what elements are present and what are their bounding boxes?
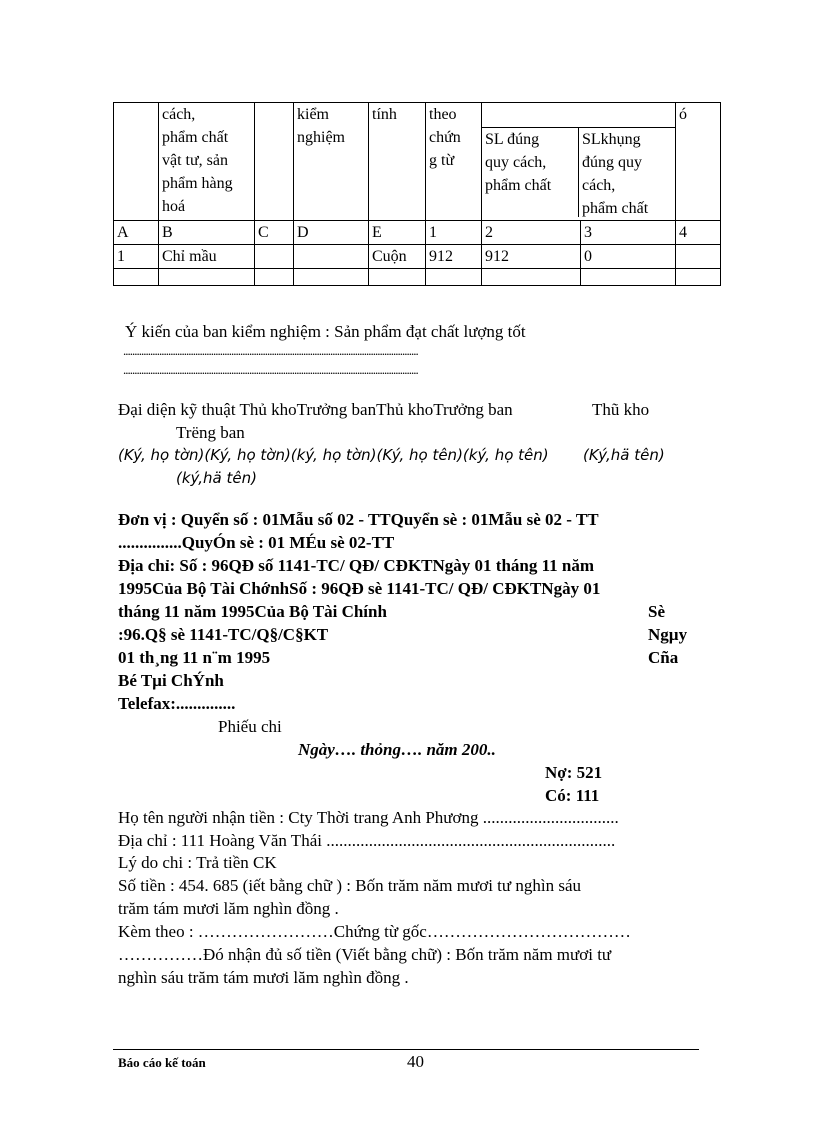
received-line: ……………Đó nhận đủ số tiền (Viết bằng chữ) : Bốn trăm năm mươi tư: [118, 945, 612, 964]
code-cell: E: [369, 221, 426, 245]
code-cell: 3: [581, 221, 676, 245]
table-cell: [482, 269, 581, 286]
amount-line: trăm tám mươi lăm nghìn đồng .: [118, 899, 339, 918]
dotted-line: ...................................................................................................................................: [123, 343, 418, 358]
signers-line: Đại diện kỹ thuật Thủ khoTrưởng banThủ khoTrưởng ban: [118, 400, 513, 419]
voucher-title: Phiếu chi: [218, 717, 282, 736]
reason-line: Lý do chi : Trả tiền CK: [118, 853, 277, 872]
header-cell: SLkhụng đúng quy cách, phẩm chất: [582, 131, 649, 217]
address-line: 01 th¸ng 11 n¨m 1995: [118, 648, 271, 667]
table-cell: [255, 269, 294, 286]
table-cell: [294, 269, 369, 286]
table-cell: 1: [114, 245, 159, 269]
received-line: nghìn sáu trăm tám mươi lăm nghìn đồng .: [118, 968, 409, 987]
header-cell: [255, 103, 294, 221]
table-cell: [426, 269, 482, 286]
header-cell: SL đúng quy cách, phẩm chất: [482, 128, 579, 217]
dotted-line: ...................................................................................................................................: [123, 362, 418, 377]
code-row: [114, 221, 721, 245]
footer-title: Báo cáo kế toán: [118, 1055, 206, 1070]
telefax-line: Telefax:..............: [118, 694, 236, 713]
table-cell: [676, 269, 721, 286]
code-cell: B: [159, 221, 255, 245]
signers-line-right: Thũ kho: [592, 400, 650, 419]
table-row: [114, 269, 721, 286]
address-line: :96.Q§ sè 1141-TC/Q§/C§KT: [118, 625, 329, 644]
signature-hint: (Ký,hä tên): [583, 446, 665, 464]
table-cell: [159, 269, 255, 286]
table-cell: Cuộn: [369, 245, 426, 269]
header-cell: kiểm nghiệm: [294, 103, 369, 221]
table-cell: 912: [482, 245, 581, 269]
code-cell: 2: [482, 221, 581, 245]
signature-hint: (Ký, họ tờn)(Ký, họ tờn)(ký, họ tờn)(Ký, họ tên)(ký, họ tên): [118, 446, 549, 464]
code-cell: A: [114, 221, 159, 245]
address-field: Địa chỉ : 111 Hoàng Văn Thái ....................................................................: [118, 831, 616, 850]
signature-hint: (ký,hä tên): [176, 469, 257, 487]
unit-line: ...............QuyÓn sè : 01 MÉu sè 02-TT: [118, 533, 395, 552]
header-cell-split: [482, 103, 676, 221]
signers-line: Trëng ban: [176, 423, 245, 442]
amount-line: Số tiền : 454. 685 (iết bằng chữ ) : Bốn trăm năm mươi tư nghìn sáu: [118, 876, 581, 895]
code-cell: D: [294, 221, 369, 245]
code-cell: 4: [676, 221, 721, 245]
debit-account: Nợ: 521: [545, 763, 603, 782]
inspection-opinion: Ý kiến của ban kiểm nghiệm : Sản phẩm đạt chất lượng tốt: [125, 322, 526, 341]
address-line: 1995Của Bộ Tài ChớnhSố : 96QĐ sè 1141-TC/ QĐ/ CĐKTNgày 01: [118, 579, 601, 598]
address-line-right: Sè: [648, 602, 665, 621]
table-cell: 912: [426, 245, 482, 269]
split-header-top: [482, 103, 675, 128]
credit-account: Có: 111: [545, 786, 600, 805]
address-line-right: Ngµy: [648, 625, 688, 644]
table-cell: [369, 269, 426, 286]
header-cell: theo chứn g từ: [426, 103, 482, 221]
table-cell: [255, 245, 294, 269]
voucher-date: Ngày…. thỏng…. năm 200..: [298, 740, 496, 759]
header-cell: ó: [676, 103, 721, 221]
receiver-line: Họ tên người nhận tiền : Cty Thời trang Anh Phương ................................: [118, 808, 619, 827]
page-number: 40: [407, 1052, 424, 1071]
footer-divider: [113, 1049, 699, 1050]
code-cell: 1: [426, 221, 482, 245]
split-header: [482, 128, 675, 220]
header-cell: tính: [369, 103, 426, 221]
table-cell: [581, 269, 676, 286]
table-cell: 0: [581, 245, 676, 269]
code-cell: C: [255, 221, 294, 245]
attachment-line: Kèm theo : ……………………Chứng từ gốc………………………………: [118, 922, 631, 941]
header-cell: [114, 103, 159, 221]
header-cell: cách, phẩm chất vật tư, sản phẩm hàng hoá: [159, 103, 255, 221]
address-line: Bé Tµi ChÝnh: [118, 671, 224, 690]
table-cell: [114, 269, 159, 286]
address-line: Địa chỉ: Số : 96QĐ số 1141-TC/ QĐ/ CĐKTNgày 01 tháng 11 năm: [118, 556, 595, 575]
address-line: tháng 11 năm 1995Của Bộ Tài Chính: [118, 602, 387, 621]
inspection-table: [113, 102, 721, 286]
address-line-right: Cña: [648, 648, 679, 667]
table-cell: [294, 245, 369, 269]
unit-line: Đơn vị : Quyển số : 01Mẫu số 02 - TTQuyển sè : 01Mẫu sè 02 - TT: [118, 510, 599, 529]
table-row: [114, 245, 721, 269]
table-cell: Chỉ mầu: [159, 245, 255, 269]
table-header-row: [114, 103, 721, 221]
table-cell: [676, 245, 721, 269]
